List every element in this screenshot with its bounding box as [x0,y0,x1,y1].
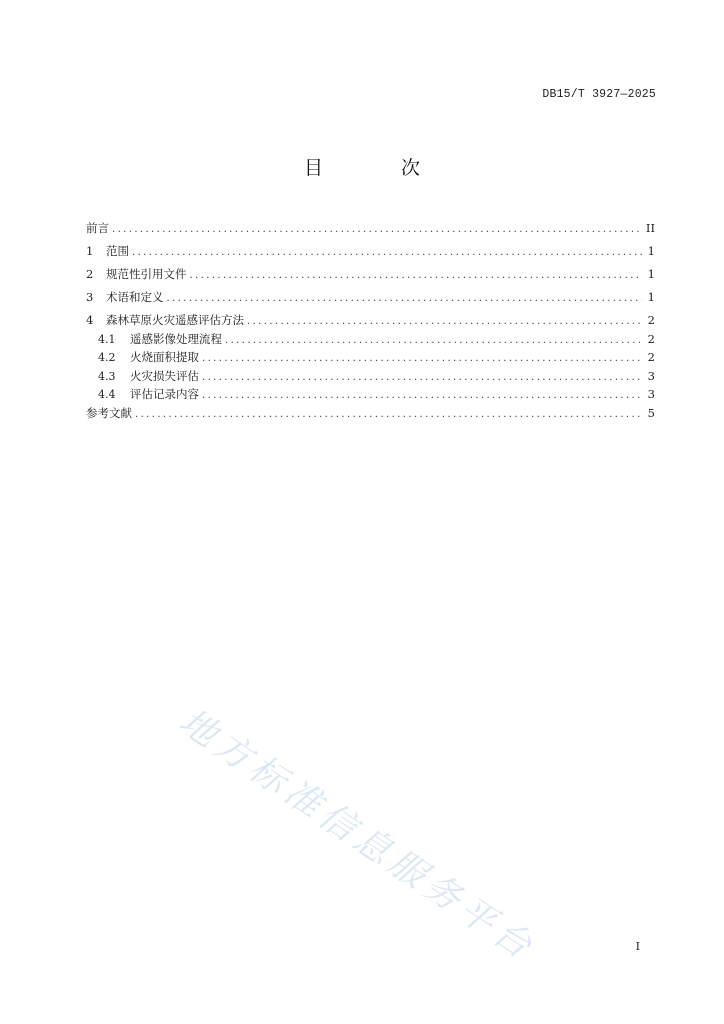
page-number: I [635,940,640,953]
toc-entry-page: 2 [647,331,655,346]
toc-entry-scope[interactable] [86,242,655,261]
toc-entry-burned-area[interactable] [86,348,655,367]
toc-entry-record-content[interactable] [86,385,655,404]
toc-dot-leader [202,350,642,368]
toc-entry-number: 4.2 [98,351,116,365]
watermark: 地方标准信息服务平台 [171,700,543,970]
toc-dot-leader [202,387,642,405]
document-code: DB15/T 3927—2025 [542,88,656,101]
toc-entry-assessment-method[interactable] [86,311,655,330]
toc-entry-label: 术语和定义 [106,289,164,304]
toc-dot-leader [225,332,642,350]
toc-dot-leader [112,221,642,239]
toc-dot-leader [135,406,642,424]
toc-entry-page: 5 [647,405,655,420]
toc-entry-normative-references[interactable] [86,265,655,284]
toc-entry-page: 3 [647,368,655,383]
toc-entry-page: 1 [647,289,655,304]
toc-dot-leader [190,267,643,285]
toc-entry-page: 1 [647,266,655,281]
toc-dot-leader [202,369,642,387]
toc-entry-number: 2 [86,266,94,281]
toc-entry-loss-assessment[interactable] [86,367,655,386]
toc-entry-number: 3 [86,289,94,304]
table-of-contents [86,219,655,423]
toc-entry-bibliography[interactable] [86,404,655,423]
toc-entry-page: 1 [647,243,655,258]
toc-entry-label: 森林草原火灾遥感评估方法 [106,312,244,327]
toc-entry-page: 2 [647,312,655,327]
toc-entry-terms-definitions[interactable] [86,288,655,307]
toc-entry-page: 2 [647,350,655,365]
toc-entry-preface[interactable] [86,219,655,238]
toc-title: 目 次 [303,157,457,179]
toc-entry-page: II [645,221,655,235]
toc-entry-label: 火灾损失评估 [130,368,199,383]
toc-entry-label: 规范性引用文件 [106,266,187,281]
toc-entry-number: 4.4 [98,388,116,402]
toc-entry-label: 范围 [106,243,129,258]
toc-entry-label: 参考文献 [86,405,132,420]
toc-dot-leader [167,290,643,308]
toc-entry-label: 遥感影像处理流程 [130,331,222,346]
toc-dot-leader [247,313,642,331]
toc-entry-image-processing[interactable] [86,330,655,349]
toc-entry-label: 前言 [86,221,109,235]
toc-entry-number: 4 [86,312,94,327]
toc-entry-number: 4.1 [98,332,116,346]
toc-entry-number: 4.3 [98,369,116,383]
toc-entry-label: 评估记录内容 [130,387,199,402]
toc-entry-label: 火烧面积提取 [130,350,199,365]
toc-dot-leader [132,244,642,262]
toc-entry-page: 3 [647,387,655,402]
toc-entry-number: 1 [86,243,94,258]
